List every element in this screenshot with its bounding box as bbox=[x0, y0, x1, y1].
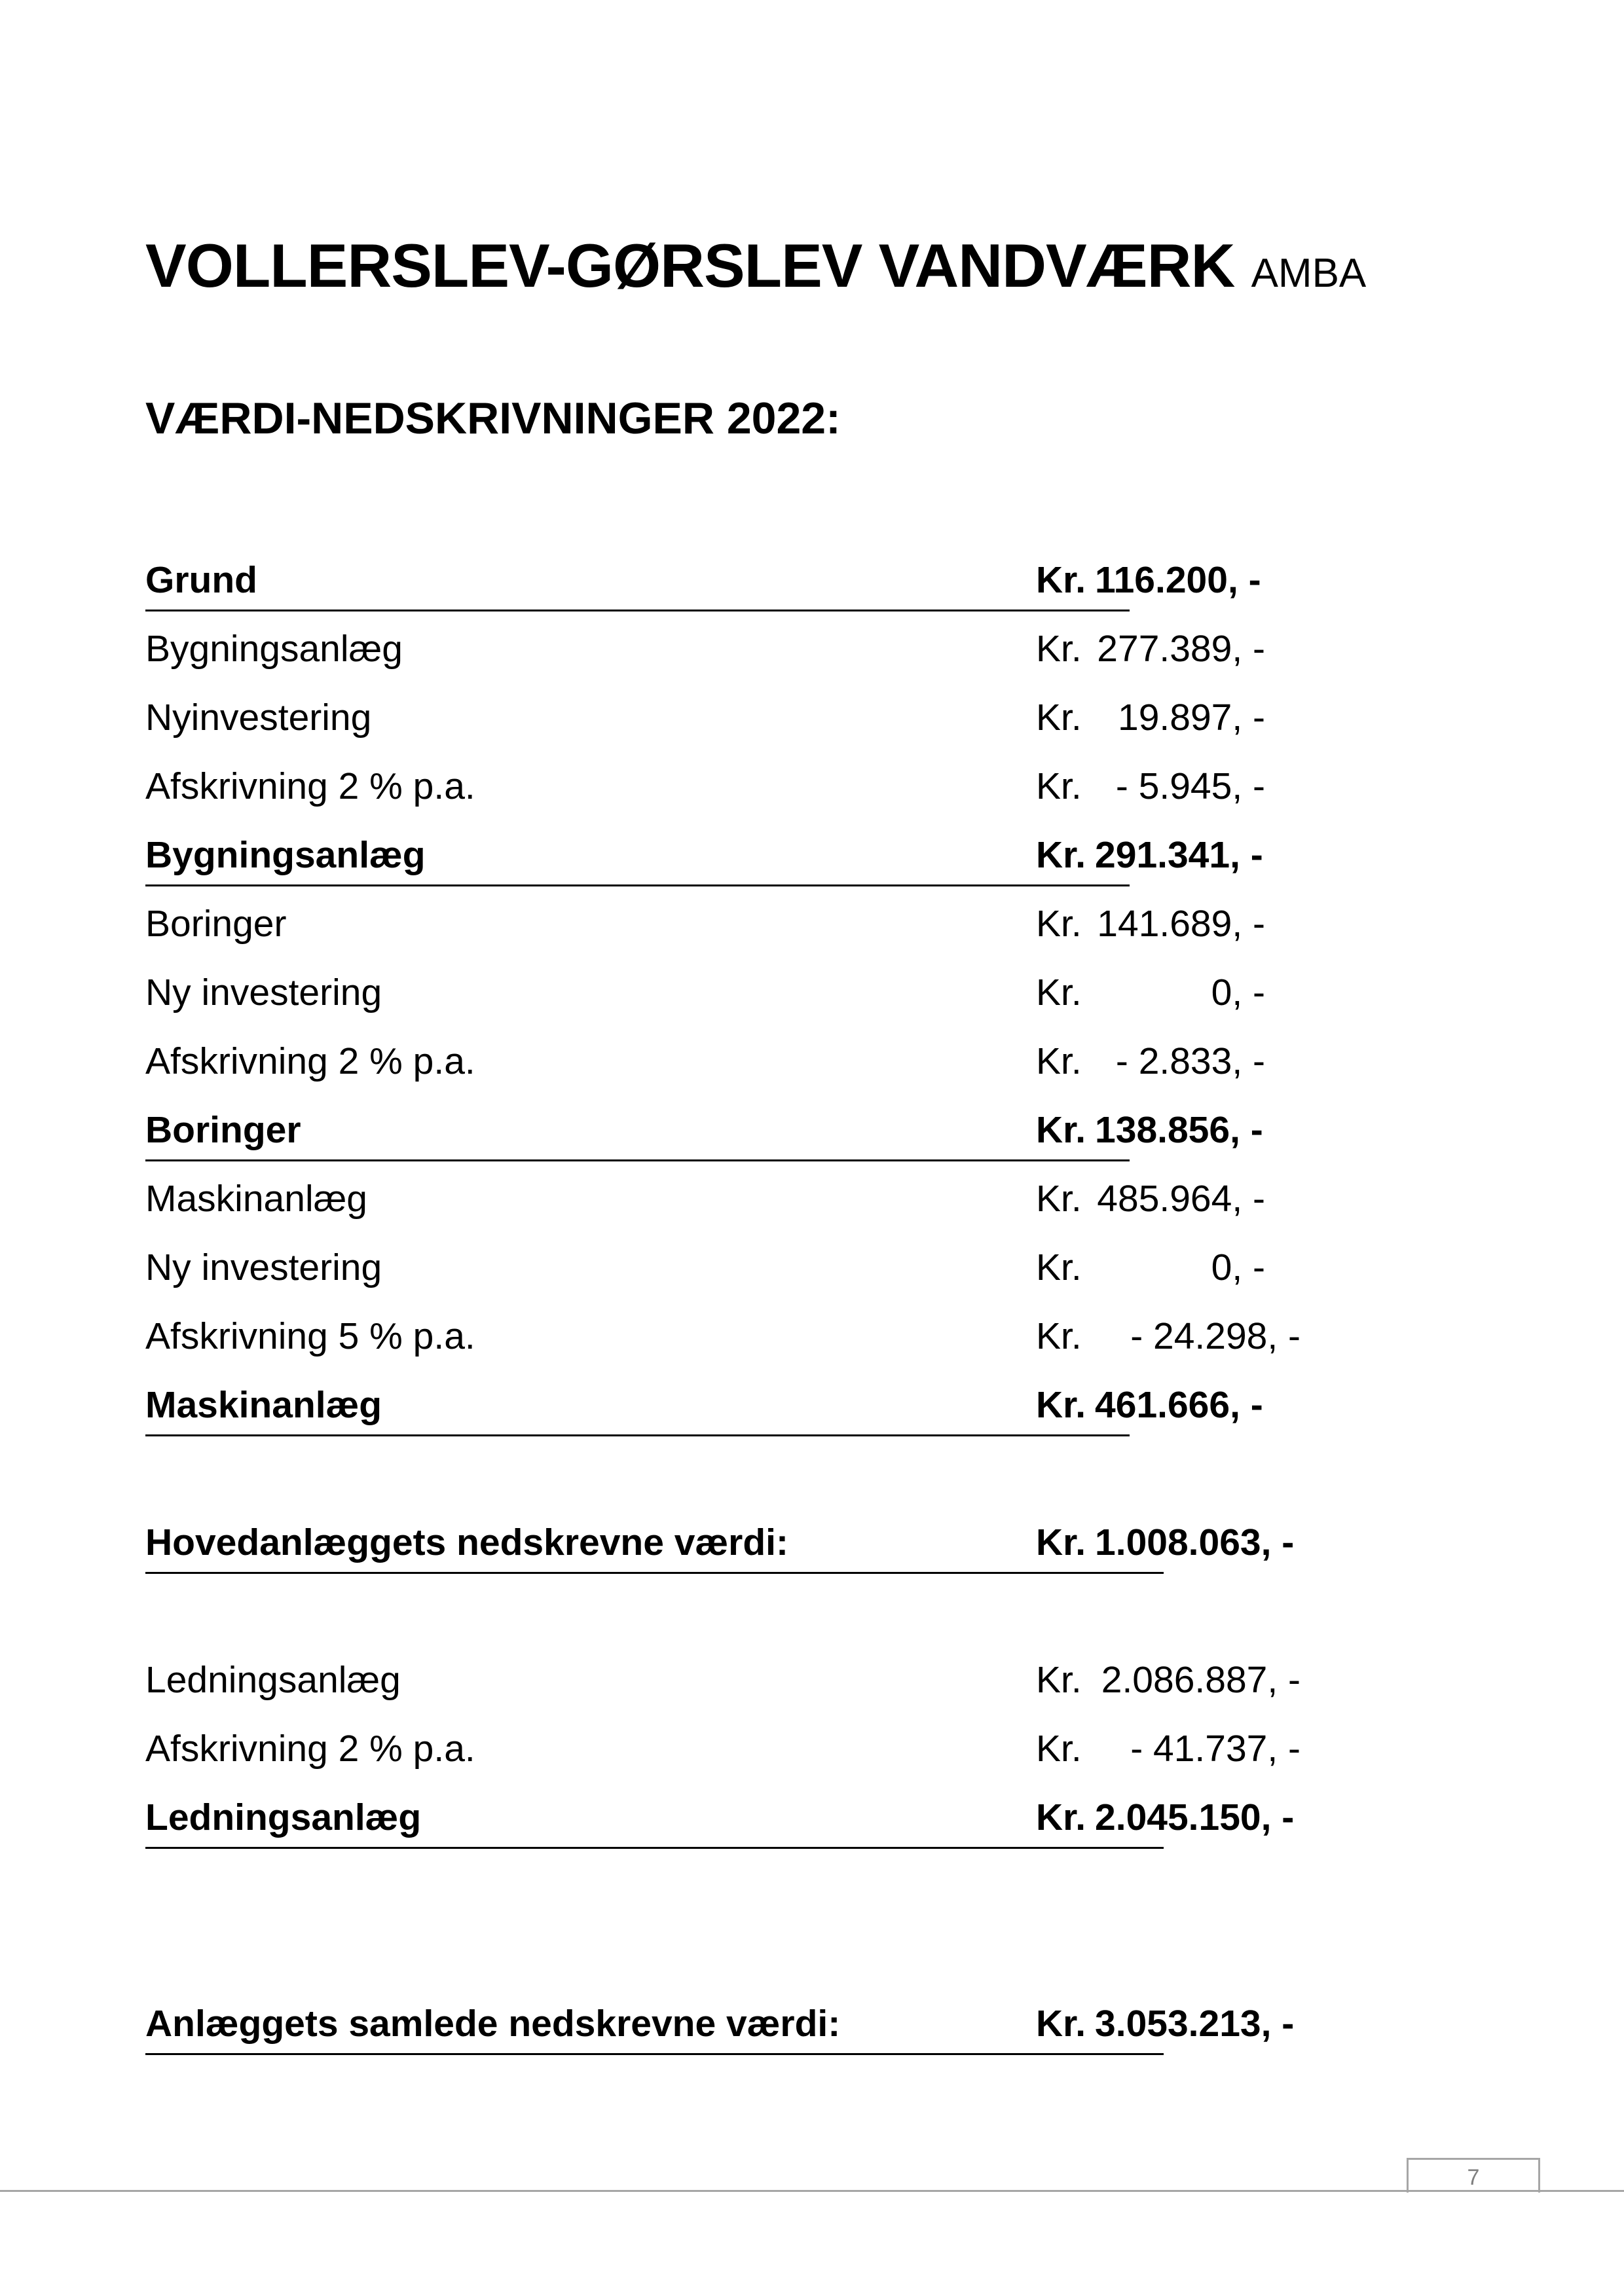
row-amount bbox=[1036, 696, 1265, 739]
total-underline bbox=[145, 2053, 1164, 2055]
total-underline bbox=[145, 610, 1130, 611]
currency-label: Kr. bbox=[1036, 1247, 1082, 1288]
row-label: Hovedanlæggets nedskrevne værdi: bbox=[145, 1522, 788, 1563]
page-title-suffix: AMBA bbox=[1251, 251, 1367, 296]
currency-label: Kr. bbox=[1036, 1040, 1082, 1082]
row-amount bbox=[1036, 2002, 1294, 2045]
currency-label: Kr. bbox=[1036, 628, 1082, 670]
amount-value: 138.856, - bbox=[1095, 1109, 1263, 1151]
row-label: Ledningsanlæg bbox=[145, 1796, 422, 1838]
row-amount bbox=[1036, 1521, 1294, 1564]
amount-value: 461.666, - bbox=[1095, 1384, 1263, 1426]
page-number: 7 bbox=[1407, 2158, 1540, 2193]
currency-label: Kr. bbox=[1036, 1384, 1086, 1426]
row-amount bbox=[1036, 1727, 1301, 1770]
currency-label: Kr. bbox=[1036, 1728, 1082, 1770]
row-label: Grund bbox=[145, 559, 257, 601]
amount-value: 0, - bbox=[1211, 972, 1265, 1013]
row-label: Maskinanlæg bbox=[145, 1178, 367, 1220]
total-underline bbox=[145, 1159, 1130, 1161]
row-label: Afskrivning 2 % p.a. bbox=[145, 765, 475, 807]
row-label: Nyinvestering bbox=[145, 697, 372, 738]
amount-value: - 24.298, - bbox=[1130, 1315, 1301, 1357]
currency-label: Kr. bbox=[1036, 2003, 1086, 2045]
row-label: Bygningsanlæg bbox=[145, 834, 426, 876]
row-label: Boringer bbox=[145, 903, 287, 945]
total-underline bbox=[145, 1847, 1164, 1849]
currency-label: Kr. bbox=[1036, 1659, 1082, 1701]
currency-label: Kr. bbox=[1036, 1522, 1086, 1563]
row-amount bbox=[1036, 1658, 1301, 1702]
row-amount bbox=[1036, 1796, 1294, 1839]
currency-label: Kr. bbox=[1036, 559, 1086, 601]
row-amount bbox=[1036, 1246, 1265, 1289]
amount-value: 2.086.887, - bbox=[1101, 1659, 1301, 1701]
currency-label: Kr. bbox=[1036, 972, 1082, 1013]
row-amount bbox=[1036, 1108, 1263, 1152]
row-amount bbox=[1036, 765, 1265, 808]
total-underline bbox=[145, 1572, 1164, 1574]
amount-value: - 5.945, - bbox=[1115, 765, 1265, 807]
amount-value: 141.689, - bbox=[1097, 903, 1265, 945]
row-label: Anlæggets samlede nedskrevne værdi: bbox=[145, 2003, 841, 2045]
total-underline bbox=[145, 1434, 1130, 1436]
amount-value: 19.897, - bbox=[1118, 697, 1265, 738]
row-label: Afskrivning 5 % p.a. bbox=[145, 1315, 475, 1357]
row-label: Afskrivning 2 % p.a. bbox=[145, 1040, 475, 1082]
currency-label: Kr. bbox=[1036, 765, 1082, 807]
row-label: Boringer bbox=[145, 1109, 301, 1151]
row-amount bbox=[1036, 1040, 1265, 1083]
footer-divider bbox=[0, 2190, 1624, 2192]
row-amount bbox=[1036, 1177, 1265, 1220]
row-label: Ny investering bbox=[145, 1247, 382, 1288]
row-amount bbox=[1036, 971, 1265, 1014]
currency-label: Kr. bbox=[1036, 1178, 1082, 1220]
row-label: Ny investering bbox=[145, 972, 382, 1013]
amount-value: 116.200, - bbox=[1095, 559, 1261, 601]
amount-value: 277.389, - bbox=[1097, 628, 1265, 670]
row-label: Ledningsanlæg bbox=[145, 1659, 401, 1701]
row-amount bbox=[1036, 902, 1265, 945]
amount-value: 3.053.213, - bbox=[1095, 2003, 1295, 2045]
row-label: Afskrivning 2 % p.a. bbox=[145, 1728, 475, 1770]
row-amount bbox=[1036, 558, 1261, 602]
page-title-main: VOLLERSLEV-GØRSLEV VANDVÆRK bbox=[145, 231, 1235, 300]
currency-label: Kr. bbox=[1036, 697, 1082, 738]
amount-value: 485.964, - bbox=[1097, 1178, 1265, 1220]
row-amount bbox=[1036, 1383, 1263, 1427]
row-amount bbox=[1036, 627, 1265, 670]
page-title bbox=[145, 230, 1366, 301]
currency-label: Kr. bbox=[1036, 1315, 1082, 1357]
currency-label: Kr. bbox=[1036, 834, 1086, 876]
amount-value: - 41.737, - bbox=[1130, 1728, 1301, 1770]
amount-value: 1.008.063, - bbox=[1095, 1522, 1295, 1563]
row-label: Bygningsanlæg bbox=[145, 628, 403, 670]
currency-label: Kr. bbox=[1036, 903, 1082, 945]
currency-label: Kr. bbox=[1036, 1796, 1086, 1838]
row-amount bbox=[1036, 1315, 1301, 1358]
amount-value: 2.045.150, - bbox=[1095, 1796, 1295, 1838]
amount-value: 0, - bbox=[1211, 1247, 1265, 1288]
row-label: Maskinanlæg bbox=[145, 1384, 382, 1426]
currency-label: Kr. bbox=[1036, 1109, 1086, 1151]
section-heading: VÆRDI-NEDSKRIVNINGER 2022: bbox=[145, 393, 841, 443]
amount-value: - 2.833, - bbox=[1115, 1040, 1265, 1082]
total-underline bbox=[145, 884, 1130, 886]
row-amount bbox=[1036, 833, 1263, 877]
amount-value: 291.341, - bbox=[1095, 834, 1263, 876]
